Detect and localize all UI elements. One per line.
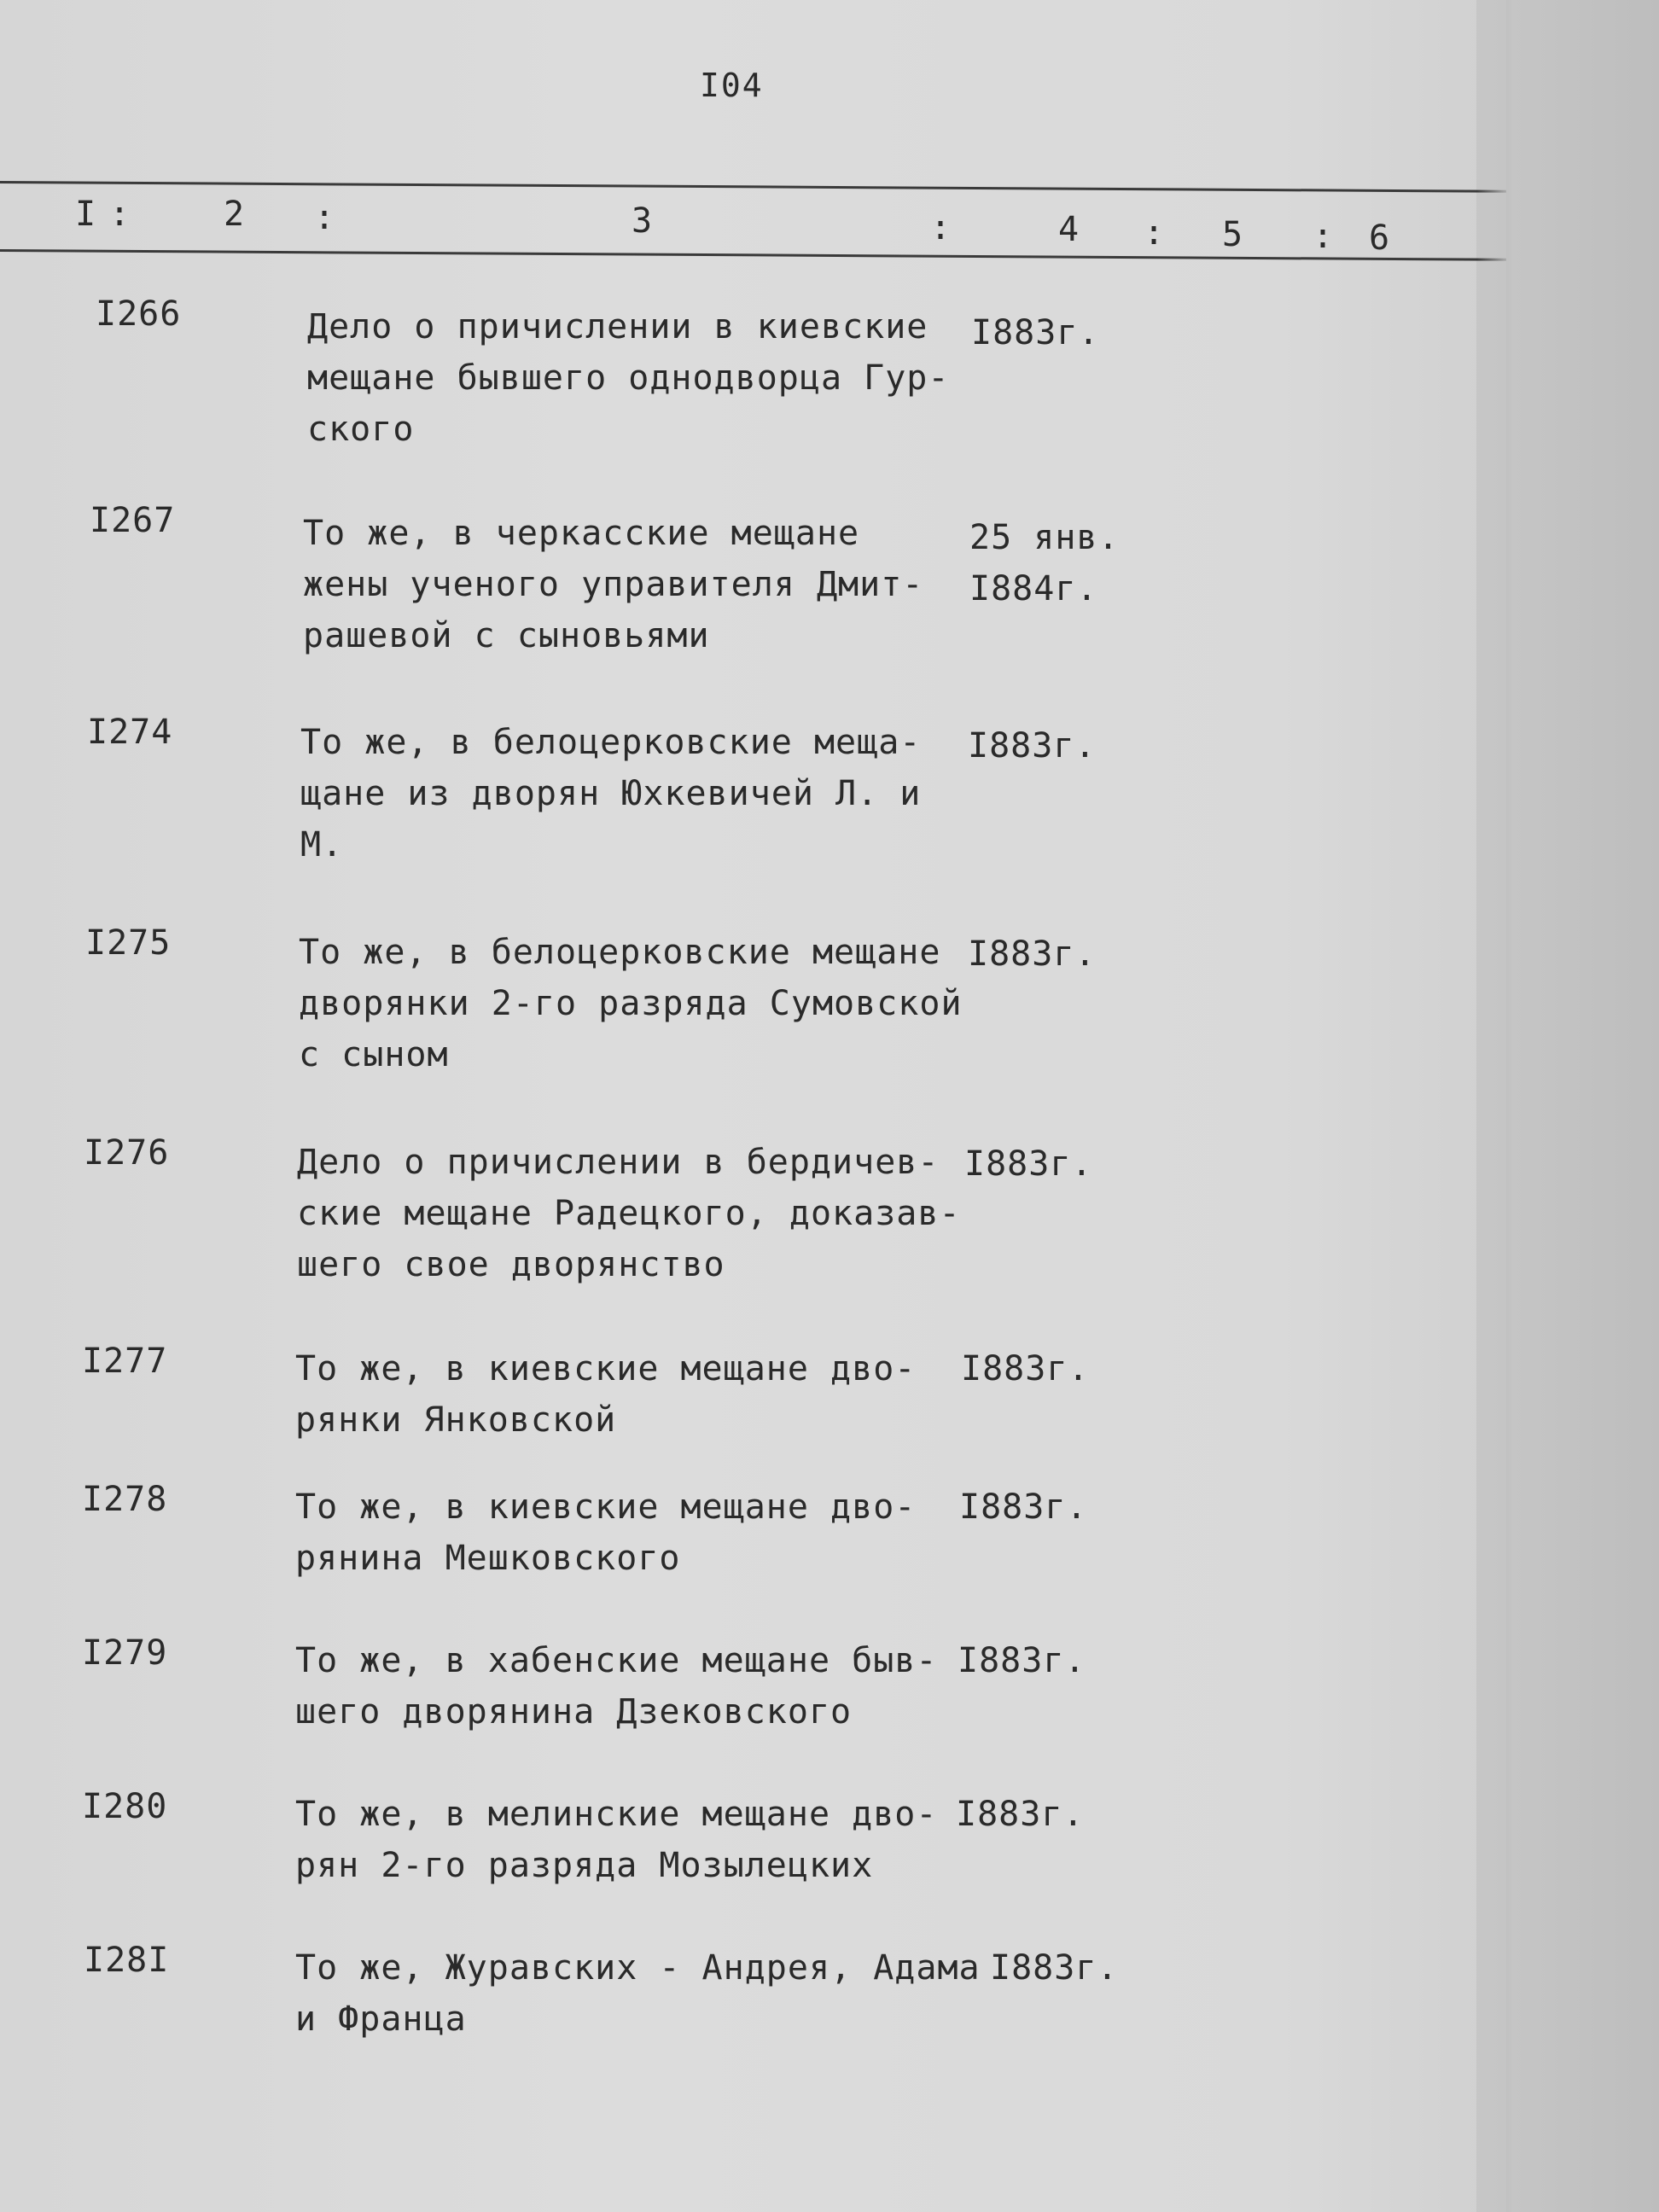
description-line: То же, в белоцерковские меща-: [300, 723, 922, 762]
description-line: То же, в мелинские мещане дво-: [295, 1795, 938, 1834]
entry-description: [295, 1789, 978, 1891]
entry-description: [295, 1635, 978, 1738]
description-line: шего дворянина Дзековского: [295, 1692, 853, 1732]
description-line: дворянки 2-го разряда Сумовской: [299, 984, 963, 1023]
entry-number: I279: [82, 1633, 168, 1673]
entry-description: [303, 508, 986, 661]
header-rule-top: [0, 181, 1506, 193]
description-line: мещане бывшего однодворца Гур-: [307, 358, 950, 398]
entry-number: I274: [87, 713, 173, 752]
column-separator: :: [109, 195, 131, 234]
entry-date: I883г.: [968, 934, 1097, 974]
description-line: ского: [307, 410, 415, 449]
entry-description: [299, 927, 981, 1080]
entry-description: [307, 301, 990, 455]
column-separator: :: [930, 208, 952, 247]
entry-date: I883г.: [956, 1795, 1085, 1834]
column-separator: :: [1144, 213, 1165, 253]
page-edge-shadow: [1476, 0, 1659, 2212]
entry-number: I280: [82, 1787, 168, 1826]
entry-number: I275: [85, 923, 172, 963]
entry-date: I883г.: [958, 1641, 1086, 1680]
description-line: То же, Журавских - Андрея, Адама: [295, 1948, 981, 1988]
entry-description: [297, 1137, 980, 1290]
description-line: рян 2-го разряда Мозылецких: [295, 1846, 874, 1885]
description-line: ские мещане Радецкого, доказав-: [297, 1194, 961, 1233]
description-line: рянина Мешковского: [295, 1539, 681, 1578]
column-header-5: 5: [1222, 215, 1243, 254]
entry-date: I883г.: [959, 1487, 1088, 1527]
entry-number: I277: [82, 1342, 168, 1381]
column-separator: :: [314, 198, 335, 237]
entry-number: I278: [82, 1480, 168, 1519]
entry-date: I883г.: [964, 1144, 1093, 1184]
column-header-4: 4: [1058, 210, 1080, 249]
entry-date: 25 янв. I884г.: [969, 518, 1120, 608]
description-line: и Франца: [295, 2000, 467, 2039]
description-line: шего свое дворянство: [297, 1245, 725, 1284]
entry-number: I28I: [84, 1941, 170, 1980]
description-line: жены ученого управителя Дмит-: [303, 565, 924, 604]
entry-description: [295, 1343, 978, 1446]
entry-number: I276: [84, 1133, 170, 1173]
column-separator: :: [1313, 217, 1334, 256]
entry-date: I883г.: [990, 1948, 1119, 1988]
description-line: рянки Янковской: [295, 1400, 617, 1440]
description-line: рашевой с сыновьями: [303, 616, 710, 655]
entry-number: I266: [96, 294, 182, 334]
description-line: То же, в киевские мещане дво-: [295, 1349, 917, 1388]
description-line: Дело о причислении в киевские: [307, 307, 928, 346]
entry-description: [295, 1942, 981, 2045]
column-header-3: 3: [632, 201, 653, 241]
description-line: щане из дворян Юхкевичей Л. и: [300, 774, 922, 813]
entry-date: I883г.: [968, 726, 1097, 765]
description-line: То же, в хабенские мещане быв-: [295, 1641, 938, 1680]
description-line: То же, в белоцерковские мещане: [299, 933, 941, 972]
column-header-1: I: [75, 195, 96, 234]
header-rule-bottom: [0, 249, 1506, 261]
description-line: с сыном: [299, 1035, 449, 1074]
entry-date: I883г.: [971, 313, 1100, 352]
entry-description: [300, 717, 983, 870]
entry-number: I267: [90, 501, 176, 540]
entry-date: I883г.: [961, 1349, 1090, 1388]
description-line: То же, в киевские мещане дво-: [295, 1487, 917, 1527]
page-number: I04: [700, 67, 764, 104]
description-line: М.: [300, 825, 344, 864]
column-header-2: 2: [224, 195, 245, 234]
entry-description: [295, 1481, 978, 1584]
description-line: То же, в черкасские мещане: [303, 514, 860, 553]
description-line: Дело о причислении в бердичев-: [297, 1143, 940, 1182]
column-header-6: 6: [1369, 218, 1390, 258]
